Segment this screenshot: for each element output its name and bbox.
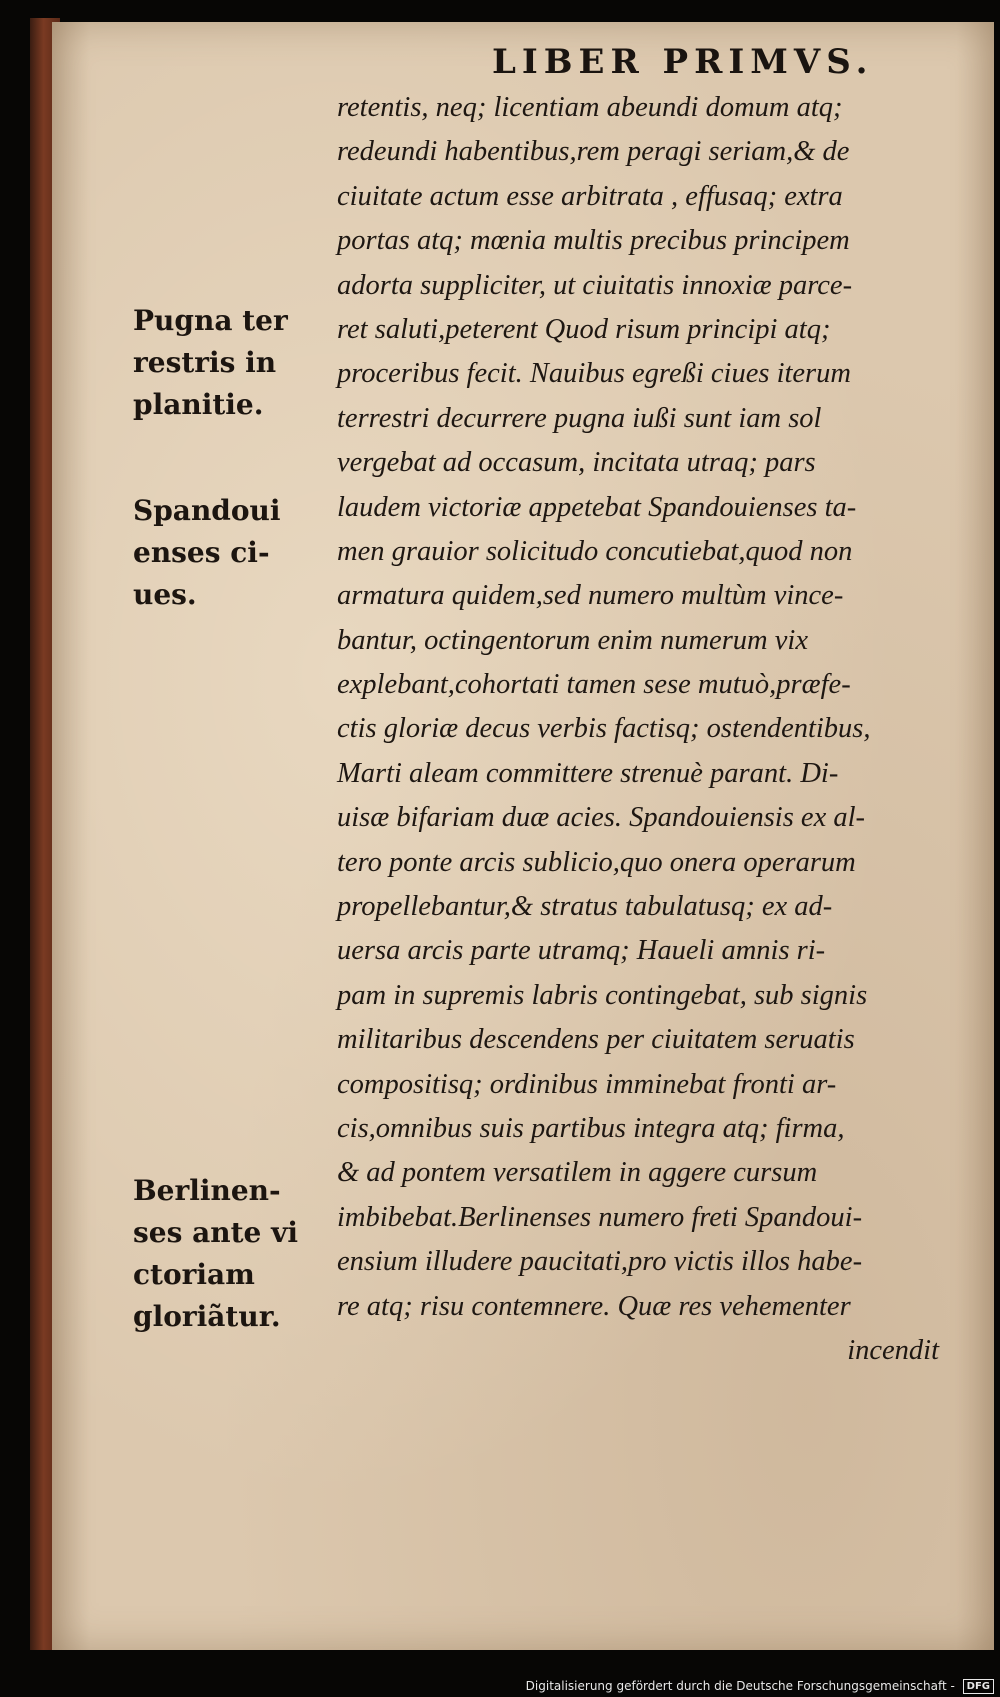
digitization-footer [0, 1676, 994, 1697]
running-head: LIBER PRIMVS. [492, 42, 874, 82]
marginal-note-pugna [133, 300, 328, 426]
text-line: vergebat ad occasum, incitata utraq; pars [337, 447, 816, 479]
text-line: compositisq; ordinibus imminebat fronti ar- [337, 1068, 837, 1100]
footer-text: Digitalisierung gefördert durch die Deutsche Forschungsgemeinschaft - [525, 1679, 955, 1693]
text-line: retentis, neq; licentiam abeundi domum atq; [337, 92, 843, 123]
dfg-logo: DFG [963, 1679, 994, 1694]
text-line: ensium illudere paucitati,pro victis illos habe- [337, 1246, 863, 1278]
text-line: ctis gloriæ decus verbis factisq; ostendentibus, [337, 713, 871, 745]
text-line: uisæ bifariam duæ acies. Spandouiensis ex al- [337, 802, 866, 834]
text-line: bantur, octingentorum enim numerum vix [337, 624, 808, 656]
marginal-note-line: Berlinen- [133, 1174, 281, 1207]
text-line: re atq; risu contemnere. Quæ res vehementer [337, 1290, 851, 1322]
text-line: terrestri decurrere pugna iußi sunt iam sol [337, 402, 822, 434]
text-line: pam in supremis labris contingebat, sub signis [337, 979, 868, 1011]
text-line: & ad pontem versatilem in aggere cursum [337, 1157, 818, 1189]
marginal-note-line: ses ante vi [133, 1216, 298, 1249]
marginal-note-line: enses ci- [133, 536, 270, 569]
marginal-note-berlinenses [133, 1170, 328, 1338]
marginal-note-line: ctoriam [133, 1258, 255, 1291]
text-line: explebant,cohortati tamen sese mutuò,præfe- [337, 669, 851, 701]
text-line: uersa arcis parte utramq; Haueli amnis ri- [337, 935, 826, 967]
marginal-note-spandouienses [133, 490, 328, 616]
marginal-note-line: ues. [133, 578, 197, 611]
marginal-note-line: gloriãtur. [133, 1300, 281, 1333]
text-line: proceribus fecit. Nauibus egreßi ciues iterum [337, 358, 851, 390]
marginal-note-line: restris in [133, 346, 277, 379]
body-text [337, 86, 977, 1373]
marginal-note-line: Pugna ter [133, 304, 288, 337]
text-line: Marti aleam committere strenuè parant. Di- [337, 757, 839, 789]
catchword: incendit [847, 1334, 939, 1366]
text-line: laudem victoriæ appetebat Spandouienses ta- [337, 491, 857, 523]
marginal-note-line: planitie. [133, 388, 264, 421]
text-line: portas atq; mœnia multis precibus principem [337, 225, 850, 257]
text-line: propellebantur,& stratus tabulatusq; ex ad- [337, 891, 833, 923]
text-line: adorta suppliciter, ut ciuitatis innoxiæ parce- [337, 269, 853, 301]
text-line: tero ponte arcis sublicio,quo onera operarum [337, 846, 856, 878]
text-line: redeundi habentibus,rem peragi seriam,& de [337, 136, 850, 168]
text-line: militaribus descendens per ciuitatem seruatis [337, 1024, 855, 1056]
text-line: ret saluti,peterent Quod risum principi atq; [337, 313, 831, 345]
marginal-note-line: Spandoui [133, 494, 281, 527]
text-line: cis,omnibus suis partibus integra atq; firma, [337, 1112, 845, 1144]
text-line: armatura quidem,sed numero multùm vince- [337, 580, 844, 612]
text-line: men grauior solicitudo concutiebat,quod non [337, 535, 853, 567]
text-line: imbibebat.Berlinenses numero freti Spandoui- [337, 1201, 863, 1233]
text-line: ciuitate actum esse arbitrata , effusaq; extra [337, 180, 843, 212]
